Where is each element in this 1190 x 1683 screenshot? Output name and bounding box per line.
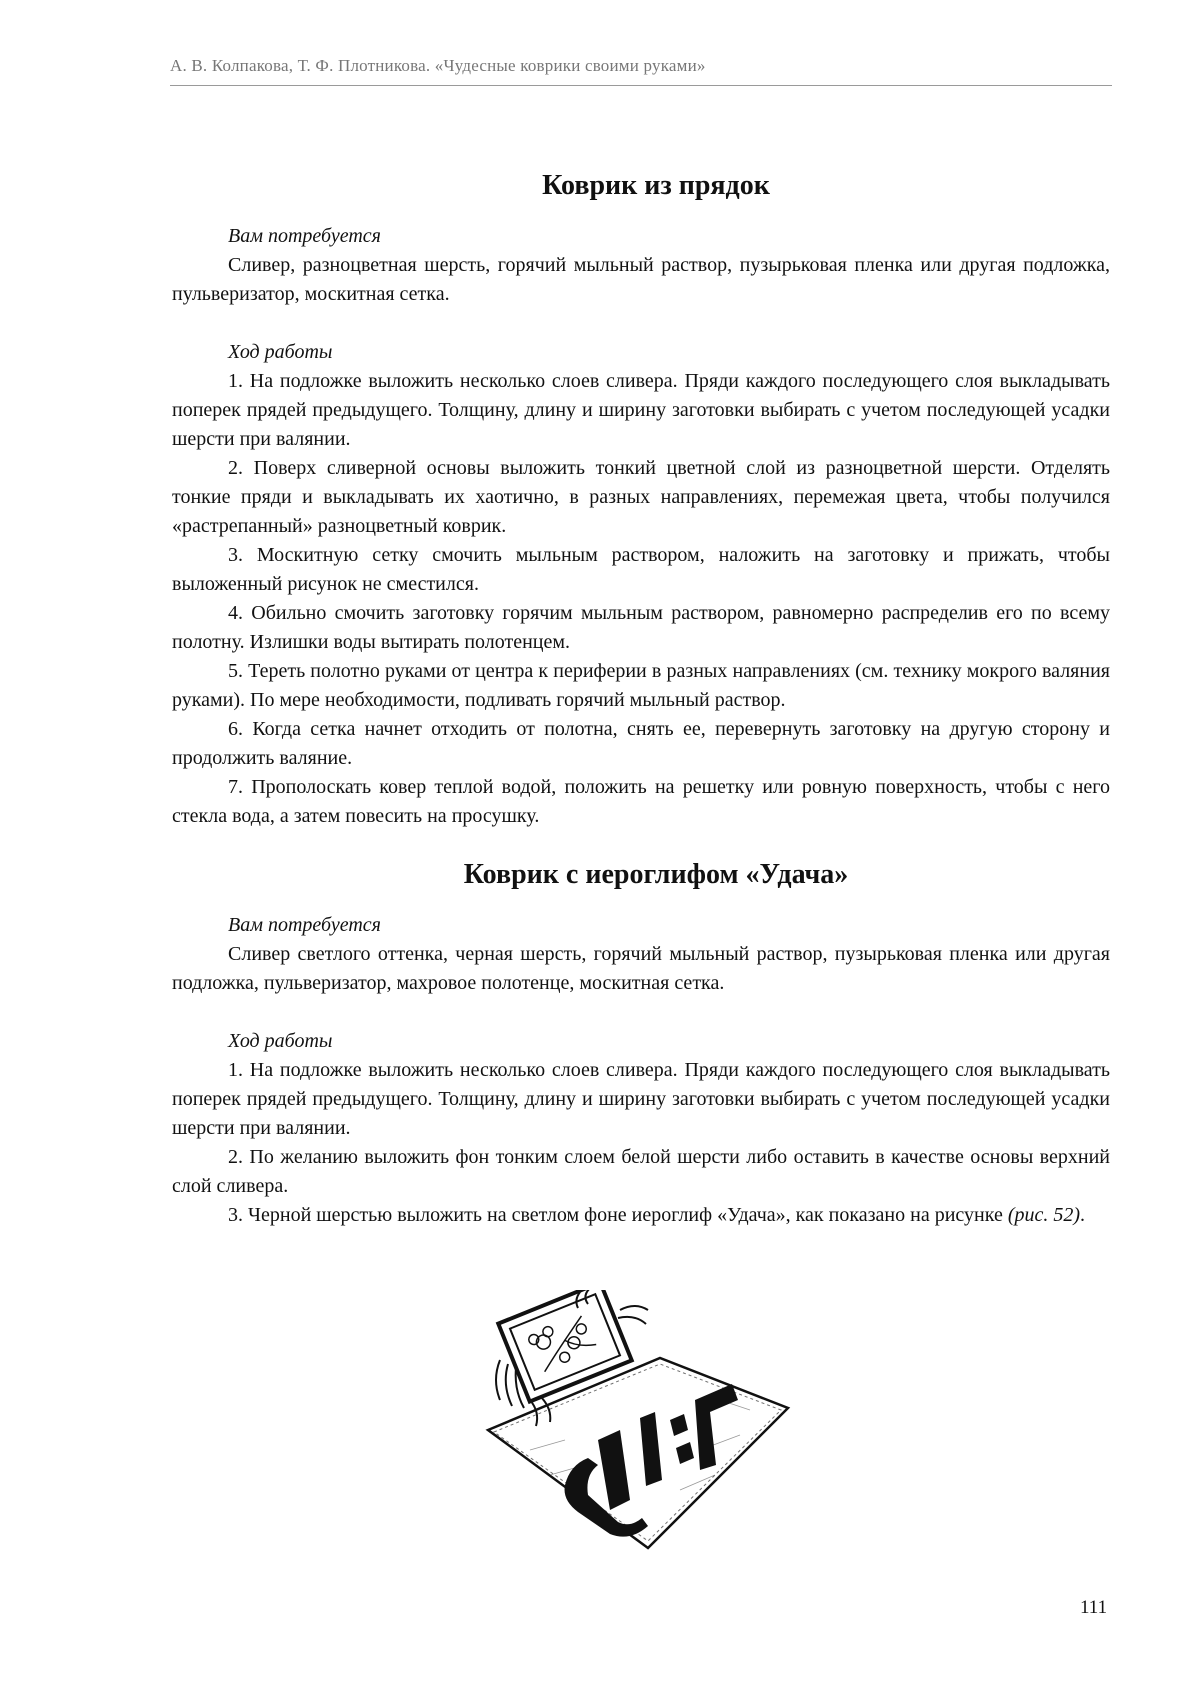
materials-text: Сливер, разноцветная шерсть, горячий мыльный раствор, пузырьковая пленка или другая подложка, пульверизатор, москитная сетка. [172,254,1110,305]
page-number: 111 [1080,1597,1108,1618]
header-divider [170,85,1112,86]
step-paragraph: 4. Обильно смочить заготовку горячим мыльным раствором, равномерно распределив его по всему полотну. Излишки воды вытирать полотенцем. [172,602,1110,653]
running-head: А. В. Колпакова, Т. Ф. Плотникова. «Чудесные коврики своими руками» [170,56,706,75]
steps-label: Ход работы [228,1030,333,1052]
step-paragraph: 2. По желанию выложить фон тонким слоем белой шерсти либо оставить в качестве основы верхний слой сливера. [172,1146,1110,1197]
step-paragraph [172,1201,1110,1230]
rug-illustration-drawing [470,1290,800,1560]
step-text: 3. Черной шерстью выложить на светлом фоне иероглиф «Удача», как показано на рисунке [228,1204,1008,1226]
paragraph-gap [172,998,1110,1027]
step-paragraph: 5. Тереть полотно руками от центра к периферии в разных направлениях (см. технику мокрого валяния руками). По мере необходимости, подливать горячий мыльный раствор. [172,660,1110,711]
materials-label: Вам потребуется [228,225,381,247]
section-title-threads-rug: Коврик из прядок [542,170,770,201]
materials-text: Сливер светлого оттенка, черная шерсть, горячий мыльный раствор, пузырьковая пленка или другая подложка, пульверизатор, махровое полотенце, москитная сетка. [172,943,1110,994]
page-body [172,168,1110,1230]
step-paragraph: 1. На подложке выложить несколько слоев сливера. Пряди каждого последующего слоя выкладывать поперек прядей предыдущего. Толщину, длину и ширину заготовки выбирать с учетом последующей усадки шерсти при валянии. [172,370,1110,450]
step-paragraph: 2. Поверх сливерной основы выложить тонкий цветной слой из разноцветной шерсти. Отделять тонкие пряди и выкладывать их хаотично, в разных направлениях, перемежая цвета, чтобы получился «растрепанный» разноцветный коврик. [172,457,1110,537]
section-title-luck-hieroglyph-rug: Коврик с иероглифом «Удача» [463,859,849,890]
step-paragraph: 6. Когда сетка начнет отходить от полотна, снять ее, перевернуть заготовку на другую сторону и продолжить валяние. [172,718,1110,769]
paragraph-gap [172,309,1110,338]
step-paragraph: 1. На подложке выложить несколько слоев сливера. Пряди каждого последующего слоя выкладывать поперек прядей предыдущего. Толщину, длину и ширину заготовки выбирать с учетом последующей усадки шерсти при валянии. [172,1059,1110,1139]
steps-label: Ход работы [228,341,333,363]
step-paragraph: 3. Москитную сетку смочить мыльным раствором, наложить на заготовку и прижать, чтобы выложенный рисунок не сместился. [172,544,1110,595]
figure-reference: (рис. 52) [1007,1204,1081,1226]
rug-illustration [470,1290,800,1560]
step-paragraph: 7. Прополоскать ковер теплой водой, положить на решетку или ровную поверхность, чтобы с него стекла вода, а затем повесить на просушку. [172,776,1110,827]
materials-label: Вам потребуется [228,914,381,936]
step-text-end: . [1080,1204,1086,1226]
